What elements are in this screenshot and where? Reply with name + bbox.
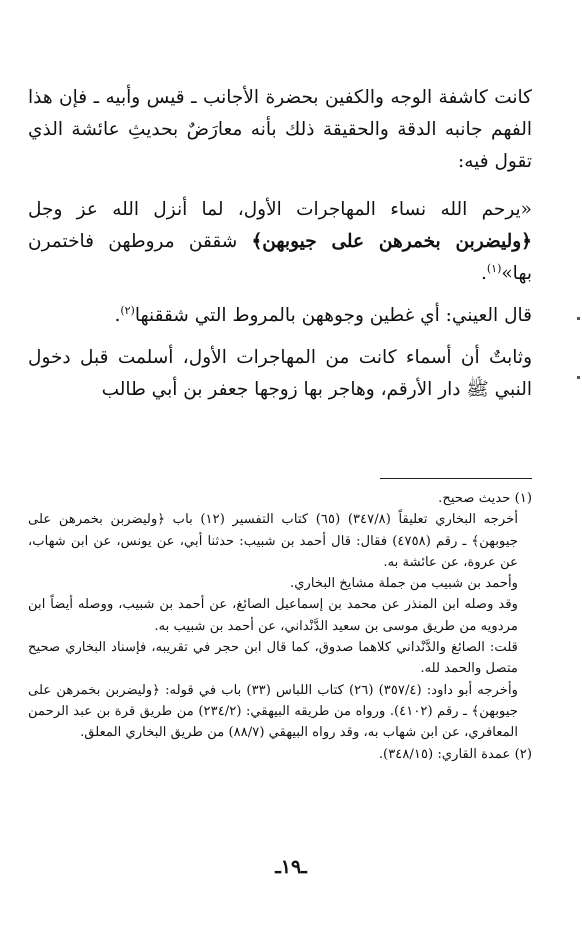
main-text: [28, 82, 532, 416]
aini-comment: قال العيني: أي غطين وجوههن بالمروط التي شققنها: [134, 305, 532, 326]
quoted-hadith: [28, 194, 532, 290]
hadith-opening: «يرحم الله نساء المهاجرات الأول، لما أنزل الله عز وجل: [28, 199, 532, 220]
footnote-1-abu-dawud: وأخرجه أبو داود: (٣٥٧/٤) (٢٦) كتاب اللباس (٣٣) باب في قوله: ﴿وليضربن بخمرهن على جيوبهن﴾ ـ رقم (٤١٠٢). ورواه من طريقه البيهقي: (٢٣٤/٢) من طريق قرة بن عبد الرحمن المعافري، عن ابن شهاب به، وقد رواه البيهقي (٨٨/٧) من طريق البخاري المعلق.: [28, 682, 518, 741]
footnote-1-grading: قلت: الصائغ والدَّنْداني كلاهما صدوق، كما قال ابن حجر في تقريبه، فإسناد البخاري صحيح متصل والحمد لله.: [28, 640, 518, 677]
footnote-2: (٢) عمدة القاري: (٣٤٨/١٥).: [378, 746, 532, 762]
hadith-closing: شققن مروطهن فاختمرن بها»: [28, 231, 532, 284]
footnote-marker-2: (٢): [120, 303, 135, 317]
footnote-marker-1: (١): [486, 261, 502, 275]
footnote-1-bukhari: أخرجه البخاري تعليقاً (٣٤٧/٨) (٦٥) كتاب التفسير (١٢) باب ﴿وليضربن بخمرهن على جيوبهن﴾ ـ رقم (٤٧٥٨) فقال: قال أحمد بن شبيب: حدثنا أبي، عن يونس، عن ابن شهاب، عن عروة، عن عائشة به.: [28, 512, 518, 570]
paragraph-1: كانت كاشفة الوجه والكفين بحضرة الأجانب ـ قيس وأبيه ـ فإن هذا الفهم جانبه الدقة والحقيقة ذلك بأنه معارَضٌ بحديثِ عائشة الذي تقول فيه:: [28, 87, 532, 172]
footnote-separator: [380, 478, 532, 479]
footnote-1-wasl: وقد وصله ابن المنذر عن محمد بن إسماعيل الصائغ، عن أحمد بن شبيب، ووصله أيضاً ابن مردويه من طريق موسى بن سعيد الدَّنْداني، عن أحمد بن شبيب به.: [28, 597, 518, 634]
margin-mark: [577, 376, 580, 379]
paragraph-2: [28, 300, 532, 332]
margin-mark: [577, 317, 580, 320]
quran-verse: ﴿وليضربن بخمرهن على جيوبهن﴾: [251, 231, 532, 252]
aini-end-dot: .: [114, 305, 121, 326]
footnotes: [28, 488, 532, 765]
footnote-1-shabib: وأحمد بن شبيب من جملة مشايخ البخاري.: [290, 576, 518, 592]
hadith-end-dot: .: [480, 263, 487, 284]
page-number: ـ١٩ـ: [275, 856, 307, 878]
footnote-1-heading: (١) حديث صحيح.: [438, 491, 532, 506]
paragraph-3: وثابتٌ أن أسماء كانت من المهاجرات الأول، أسلمت قبل دخول النبي ﷺ دار الأرقم، وهاجر بها زوجها جعفر بن أبي طالب: [28, 347, 532, 400]
